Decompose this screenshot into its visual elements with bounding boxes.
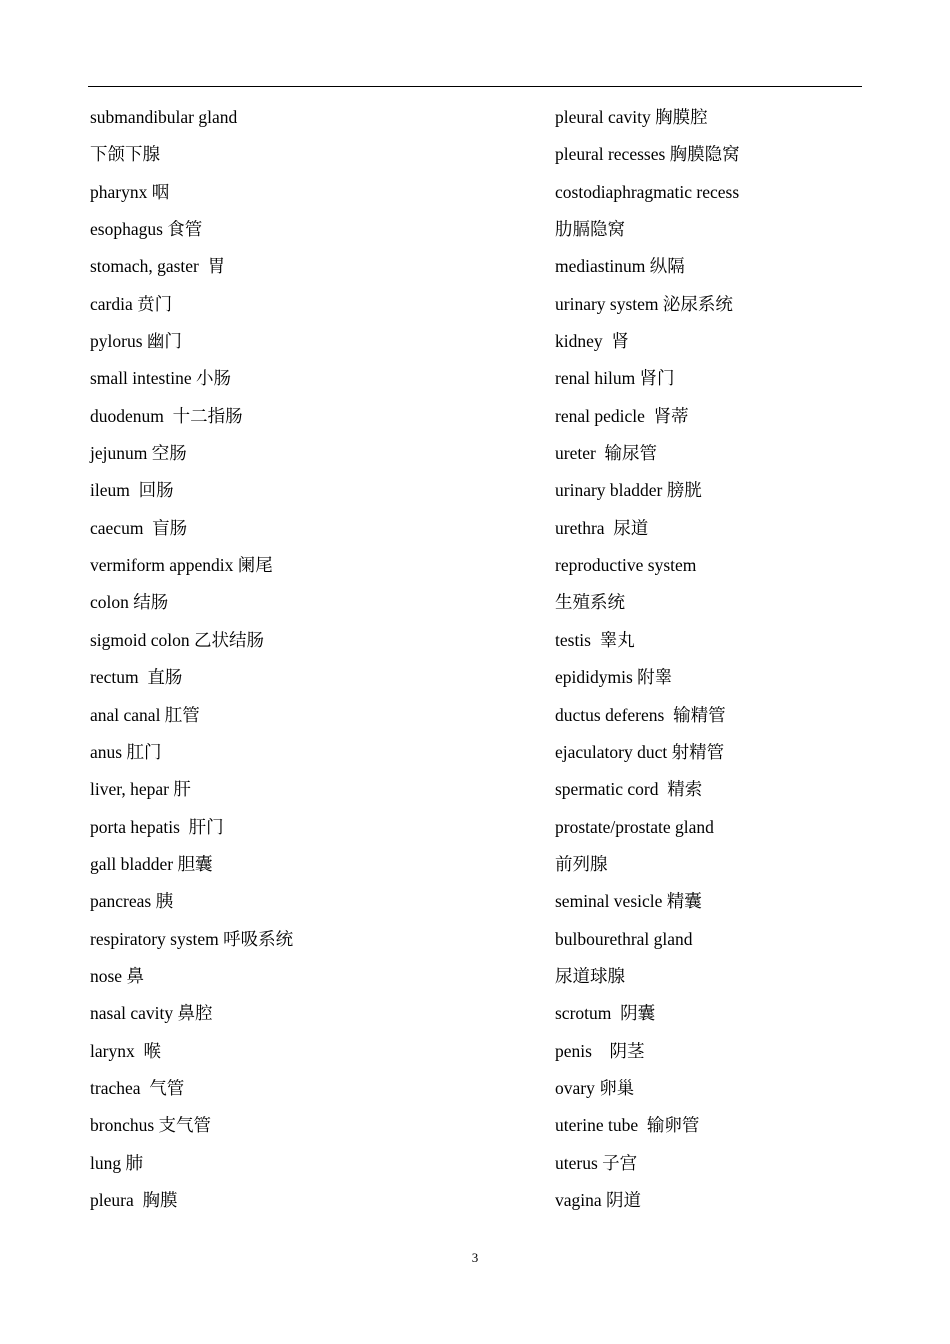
term-entry: prostate/prostate gland <box>555 816 714 837</box>
term-entry: lung 肺 <box>90 1152 143 1173</box>
term-entry: ejaculatory duct 射精管 <box>555 741 725 762</box>
term-entry: 前列腺 <box>555 853 608 874</box>
term-entry: rectum 直肠 <box>90 667 183 688</box>
left-column <box>90 99 530 1219</box>
term-entry: colon 结肠 <box>90 592 169 613</box>
header-rule <box>88 86 862 87</box>
right-column <box>555 99 875 1219</box>
term-entry: testis 睾丸 <box>555 629 635 650</box>
term-entry: pylorus 幽门 <box>90 331 182 352</box>
term-entry: jejunum 空肠 <box>90 443 187 464</box>
term-entry: bronchus 支气管 <box>90 1115 212 1136</box>
term-entry: urinary system 泌尿系统 <box>555 293 733 314</box>
term-entry: submandibular gland <box>90 107 238 127</box>
term-entry: uterus 子宫 <box>555 1152 638 1173</box>
term-entry: 下颌下腺 <box>90 144 160 165</box>
term-entry: epididymis 附睾 <box>555 667 673 688</box>
term-entry: scrotum 阴囊 <box>555 1003 656 1024</box>
term-entry: liver, hepar 肝 <box>90 779 191 800</box>
term-entry: esophagus 食管 <box>90 219 203 240</box>
term-entry: bulbourethral gland <box>555 928 693 949</box>
term-entry: urethra 尿道 <box>555 517 649 538</box>
term-entry: sigmoid colon 乙状结肠 <box>90 629 265 650</box>
term-entry: trachea 气管 <box>90 1077 185 1098</box>
term-entry: pharynx 咽 <box>90 181 170 202</box>
term-entry: kidney 肾 <box>555 331 629 352</box>
term-entry: ileum 回肠 <box>90 480 174 501</box>
term-entry: renal hilum 肾门 <box>555 368 675 389</box>
term-entry: ductus deferens 输精管 <box>555 704 726 725</box>
term-entry: anus 肛门 <box>90 741 162 762</box>
term-entry: spermatic cord 精索 <box>555 779 703 800</box>
term-entry: porta hepatis 肝门 <box>90 816 224 837</box>
term-entry: small intestine 小肠 <box>90 368 231 389</box>
term-entry: reproductive system <box>555 555 697 576</box>
term-entry: urinary bladder 膀胱 <box>555 480 702 501</box>
term-entry: 肋膈隐窝 <box>555 219 625 240</box>
term-entry: 尿道球腺 <box>555 965 625 986</box>
term-entry: vagina 阴道 <box>555 1189 642 1210</box>
term-entry: anal canal 肛管 <box>90 704 200 725</box>
term-entry: 生殖系统 <box>555 592 625 613</box>
term-entry: caecum 盲肠 <box>90 517 188 538</box>
term-entry: duodenum 十二指肠 <box>90 405 243 426</box>
term-entry: penis 阴茎 <box>555 1040 645 1061</box>
term-entry: ureter 输尿管 <box>555 443 658 464</box>
term-entry: respiratory system 呼吸系统 <box>90 928 294 949</box>
term-entry: vermiform appendix 阑尾 <box>90 555 273 576</box>
term-entry: renal pedicle 肾蒂 <box>555 405 689 426</box>
term-entry: nasal cavity 鼻腔 <box>90 1003 213 1024</box>
term-entry: gall bladder 胆囊 <box>90 853 213 874</box>
term-entry: seminal vesicle 精囊 <box>555 891 702 912</box>
term-entry: cardia 贲门 <box>90 293 173 314</box>
term-entry: uterine tube 输卵管 <box>555 1115 700 1136</box>
term-entry: ovary 卵巢 <box>555 1077 635 1098</box>
term-entry: nose 鼻 <box>90 965 144 986</box>
term-entry: mediastinum 纵隔 <box>555 256 685 277</box>
term-entry: pleural recesses 胸膜隐窝 <box>555 144 740 165</box>
term-entry: stomach, gaster 胃 <box>90 256 226 277</box>
term-entry: larynx 喉 <box>90 1040 161 1061</box>
term-entry: pleural cavity 胸膜腔 <box>555 107 708 127</box>
term-entry: pleura 胸膜 <box>90 1189 178 1210</box>
page-number: 3 <box>471 1250 479 1265</box>
term-entry: costodiaphragmatic recess <box>555 181 740 202</box>
term-entry: pancreas 胰 <box>90 891 174 912</box>
